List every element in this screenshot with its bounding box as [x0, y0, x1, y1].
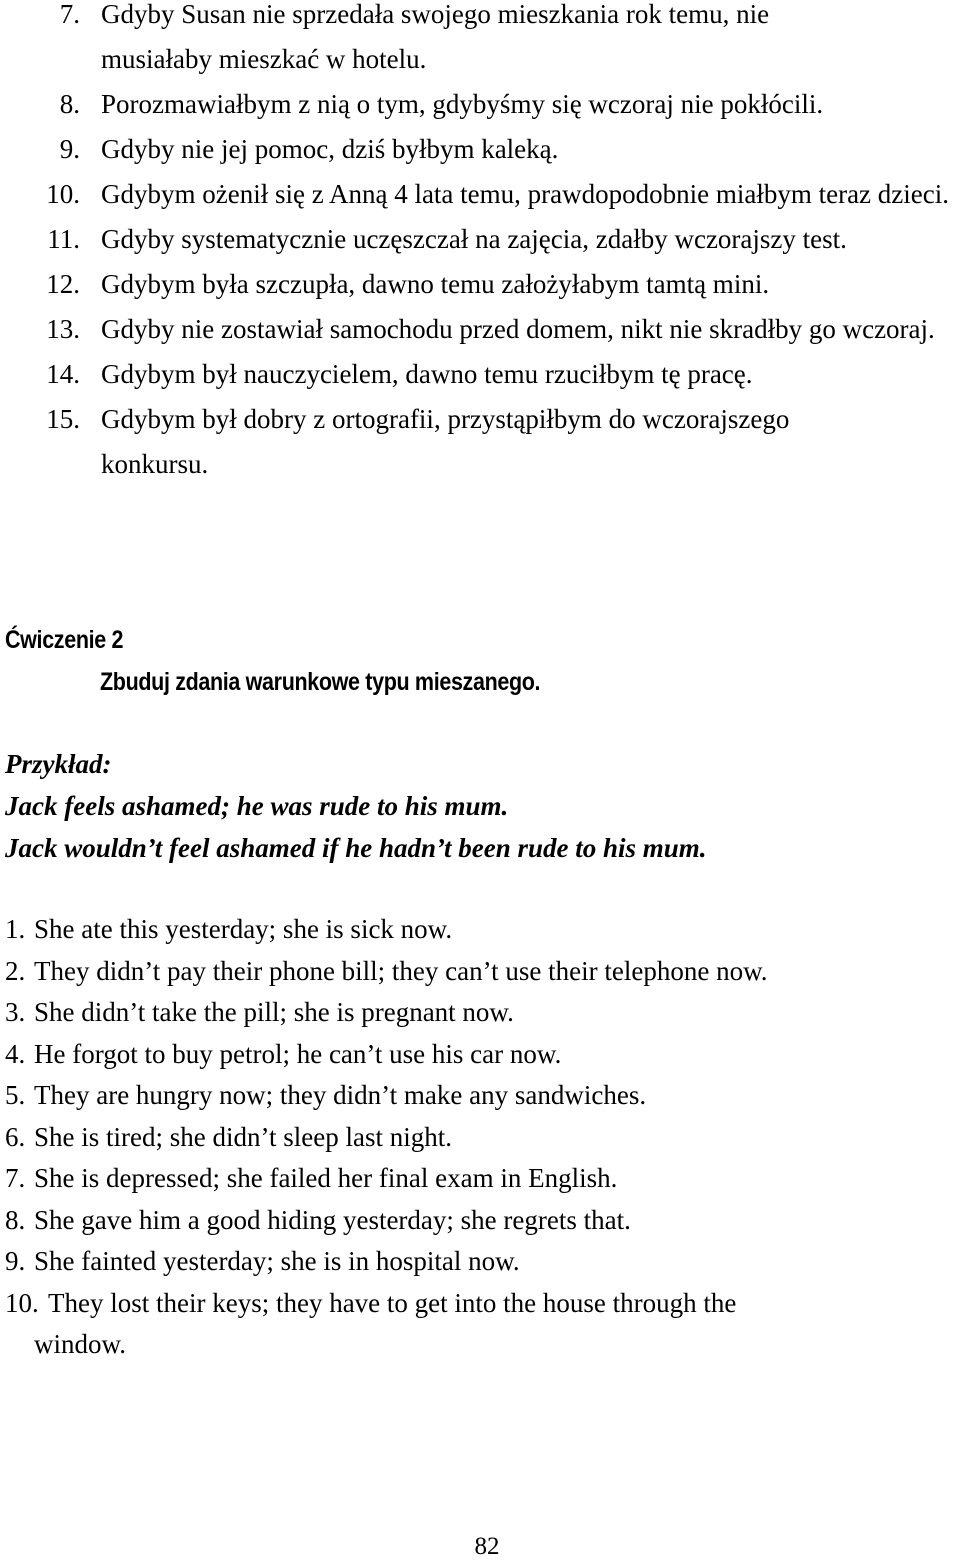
item-text: Gdyby nie jej pomoc, dziś byłbym kaleką. [101, 134, 559, 164]
item-number: 10. [5, 1287, 39, 1318]
item-text: They didn’t pay their phone bill; they can’t use their telephone now. [34, 955, 768, 986]
item-number: 13. [46, 314, 80, 344]
item-text: Gdybym ożenił się z Anną 4 lata temu, prawdopodobnie miałbym teraz dzieci. [101, 179, 949, 209]
item-text: She gave him a good hiding yesterday; she regrets that. [34, 1204, 631, 1235]
item-number: 11. [47, 224, 80, 254]
item-number: 5. [5, 1080, 26, 1110]
list-item [0, 1117, 834, 1159]
item-number: 8. [59, 89, 80, 119]
item-number: 9. [59, 134, 80, 164]
item-text: Porozmawiałbym z nią o tym, gdybyśmy się wczoraj nie pokłócili. [101, 89, 824, 119]
item-number: 12. [46, 269, 80, 299]
list-item [0, 352, 960, 397]
list-item [0, 1034, 834, 1076]
item-number: 1. [5, 914, 26, 944]
item-text: She fainted yesterday; she is in hospital now. [34, 1246, 520, 1276]
list-item [0, 951, 834, 993]
example-sentence: Jack feels ashamed; he was rude to his mum. [5, 791, 509, 821]
item-number: 7. [5, 1163, 26, 1193]
example-block [5, 743, 707, 869]
item-number: 15. [46, 404, 80, 434]
item-text: He forgot to buy petrol; he can’t use his car now. [34, 1038, 562, 1069]
item-number: 7. [59, 0, 80, 29]
item-text: They lost their keys; they have to get into the house through the window. [34, 1287, 737, 1359]
item-text: Gdybym była szczupła, dawno temu założyłabym tamtą mini. [101, 269, 770, 299]
example-label: Przykład: [5, 749, 112, 779]
list-item [0, 82, 960, 127]
item-text: She is tired; she didn’t sleep last night. [34, 1121, 452, 1152]
item-text: Gdyby systematycznie uczęszczał na zajęcia, zdałby wczorajszy test. [101, 224, 847, 254]
list-item [0, 262, 960, 307]
list-item [0, 1241, 834, 1283]
item-number: 8. [5, 1204, 26, 1235]
list-item [0, 0, 861, 82]
item-number: 4. [5, 1038, 26, 1069]
item-number: 2. [5, 955, 26, 986]
item-number: 14. [46, 359, 80, 389]
item-text: She didn’t take the pill; she is pregnant now. [34, 997, 514, 1027]
item-text: Gdyby nie zostawiał samochodu przed domem, nikt nie skradłby go wczoraj. [101, 314, 935, 344]
item-text: Gdybym był dobry z ortografii, przystąpiłbym do wczorajszego konkursu. [101, 404, 790, 479]
list-item [0, 1158, 834, 1200]
item-number: 10. [46, 179, 80, 209]
item-number: 9. [5, 1246, 26, 1276]
list-item [0, 1283, 824, 1366]
list-item [0, 127, 960, 172]
list-item [0, 1075, 834, 1117]
item-text: They are hungry now; they didn’t make any sandwiches. [34, 1080, 647, 1110]
item-text: Gdybym był nauczycielem, dawno temu rzuciłbym tę pracę. [101, 359, 753, 389]
item-text: Gdyby Susan nie sprzedała swojego mieszkania rok temu, nie musiałaby mieszkać w hotelu. [101, 0, 770, 74]
list-item [0, 909, 834, 951]
exercise-list [0, 909, 960, 1366]
item-number: 6. [5, 1121, 26, 1152]
page-number: 82 [474, 1533, 500, 1560]
list-item [0, 172, 960, 217]
item-number: 3. [5, 997, 26, 1027]
list-item [0, 217, 960, 262]
item-text: She ate this yesterday; she is sick now. [34, 914, 453, 944]
list-item [0, 992, 834, 1034]
list-item [0, 307, 941, 352]
example-answer: Jack wouldn’t feel ashamed if he hadn’t been rude to his mum. [5, 833, 707, 863]
item-text: She is depressed; she failed her final exam in English. [34, 1163, 618, 1193]
list-item [0, 1200, 834, 1242]
exercise-instruction: Zbuduj zdania warunkowe typu mieszanego. [100, 668, 541, 696]
list-item [0, 397, 881, 487]
exercise-heading: Ćwiczenie 2 [5, 626, 124, 654]
translation-list [0, 0, 960, 487]
